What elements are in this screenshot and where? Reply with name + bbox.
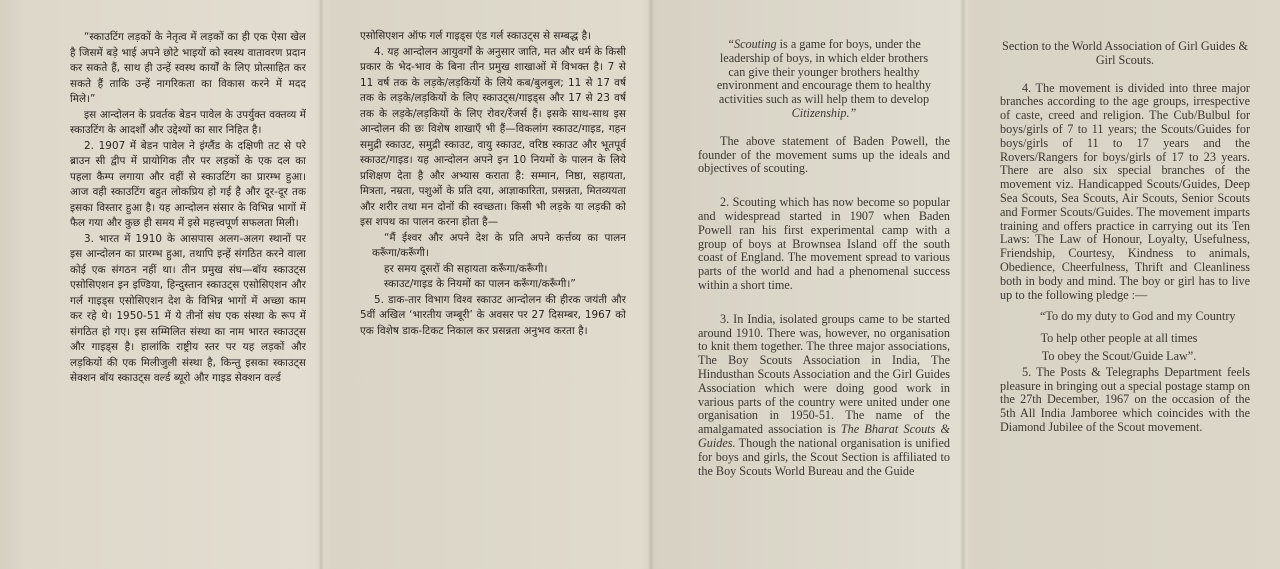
english-panel-left	[698, 0, 950, 569]
english-quote-paragraph	[698, 38, 950, 121]
english-paragraph-3-end: Though the national organisation is unified for boys and girls, the Scout Section is affiliated to the Boy Scouts World Bureau and the Guide	[698, 435, 950, 478]
english-pledge-line-3: To obey the Scout/Guide Law”.	[1041, 348, 1197, 363]
fold-line-2	[648, 0, 654, 569]
english-pledge-line-1: “To do my duty to God and my Country	[1040, 309, 1236, 324]
hindi-paragraph-4: 4. यह आन्दोलन आयुवर्गों के अनुसार जाति, मत और धर्म के किसी प्रकार के भेद-भाव के बिना तीन प्रमुख शाखाओं में विभक्त है। 7 से 11 वर्ष तक के लड़के/लड़कियों के लिये कब/बुलबुल; 11 से 17 वर्ष तक के लड़के/लड़कियों के लिए स्काउट्स/गाइड्स और 17 से 23 वर्ष तक के लड़के/लड़कियों के लिए रोवर/रेंजर्स हैं। इसके साथ-साथ इस आन्दोलन की छः विशेष शाखाएँ भी हैं—विकलांग स्काउट/गाइड, गहन समुद्री स्काउट, समुद्री स्काउट, वायु स्काउट, वरिष्ठ स्काउट और भूतपूर्व स्काउट/गाइड। यह आन्दोलन अपने इन 10 नियमों के पालन के लिये प्रशिक्षण देता है और अभ्यास कराता है: सम्मान, निष्ठा, सहायता, मित्रता, नम्रता, पशुओं के प्रति दया, आज्ञाकारिता, प्रसन्नता, मितव्ययता और शरीर तथा मन दोनों की स्वच्छता। किसी भी लड़के या लड़की को इस शपथ का पालन करना होता है—	[360, 45, 626, 228]
english-pledge-line-2: To help other people at all times	[1040, 331, 1198, 346]
fold-line-1	[318, 0, 324, 569]
hindi-quote-paragraph: “स्काउटिंग लड़कों के नेतृत्व में लड़कों का ही एक ऐसा खेल है जिसमें बड़े भाई अपने छोटे भाइयों को स्वस्थ वातावरण प्रदान कर सकते हैं, साथ ही उन्हें स्वस्थ कार्यों के लिए प्रोत्साहित कर सकते हैं ताकि उन्हें नागरिकता का विकास करने में मदद मिले।”	[70, 31, 306, 105]
hindi-paragraph-1: इस आन्दोलन के प्रवर्तक बेडन पावेल के उपर्युक्त वक्तव्य में स्काउटिंग के आदर्शों और उद्देश्यों का सार निहित है।	[70, 108, 306, 136]
hindi-panel-right	[360, 0, 626, 569]
hindi-paragraph-2: 2. 1907 में बेडन पावेल ने इंग्लैंड के दक्षिणी तट से परे ब्राउन सी द्वीप में प्रायोगिक तौर पर लड़कों के एक दल का पहला कैम्प लगाया और वहीं से स्काउटिंग का प्रारम्भ हुआ। आज वही स्काउटिंग बहुत लोकप्रिय हो गई है और दूर-दूर तक इसका विस्तार हुआ है। यह आन्दोलन संसार के विभिन्न भागों में फैल गया और कुछ ही समय में इसे महत्त्वपूर्ण सफलता मिली।	[70, 139, 306, 229]
hindi-paragraph-5: 5. डाक-तार विभाग विश्व स्काउट आन्दोलन की हीरक जयंती और 5वीं अखिल ‘भारतीय जम्बूरी’ के अवसर पर 27 दिसम्बर, 1967 को एक विशेष डाक-टिकट निकाल कर प्रसन्नता अनुभव करता है।	[360, 293, 626, 337]
english-paragraph-4: 4. The movement is divided into three major branches according to the age groups, irrespective of caste, creed and religion. The Cub/Bulbul for boys/girls of 7 to 11 years; the Scouts/Guides for boys/girls of 11 to 17 years and the Rovers/Rangers for boys/girls of 17 to 23 years. There are also six special branches of the movement viz. Handicapped Scouts/Guides, Deep Sea Scouts, Sea Scouts, Air Scouts, Senior Scouts and Former Scouts/Guides. The movement imparts training and offers practice in carrying out its Ten Laws: The Law of Honour, Loyalty, Usefulness, Friendship, Courtesy, Kindness to animals, Obedience, Cheerfulness, Thrift and Cleanliness both in body and mind. The boy or girl has to live up to the following pledge :—	[1000, 80, 1250, 302]
bharat-scouts-guides-name: The Bharat Scouts & Guides.	[698, 422, 950, 450]
english-continuation: Section to the World Association of Girl Guides & Girl Scouts.	[1002, 39, 1248, 67]
english-paragraph-2: 2. Scouting which has now become so popular and widespread started in 1907 when Baden Powell ran his first experimental camp with a group of boys at Brownsea Island off the south coast of England. The movement spread to various parts of the world and had a phenomenal success within a short time.	[698, 195, 950, 292]
english-paragraph-3	[698, 313, 950, 479]
quote-open-mark: “	[727, 37, 734, 51]
quote-word-scouting: Scouting	[733, 37, 777, 51]
english-panel-right	[1000, 0, 1250, 569]
quote-citizenship: Citizenship.”	[791, 105, 857, 120]
hindi-panel-left	[70, 0, 306, 569]
english-paragraph-1: The above statement of Baden Powell, the founder of the movement sums up the ideals and objectives of scouting.	[698, 133, 950, 176]
hindi-pledge-line-3: स्काउट/गाइड के नियमों का पालन करूँगा/करूँगी।”	[384, 278, 576, 290]
hindi-continuation: एसोसिएशन ऑफ गर्ल गाइड्स एंड गर्ल स्काउट्स से सम्बद्ध है।	[360, 30, 592, 42]
hindi-pledge-line-1: “मैं ईश्वर और अपने देश के प्रति अपने कर्त्तव्य का पालन करूँगा/करूँगी।	[372, 231, 626, 259]
hindi-paragraph-3: 3. भारत में 1910 के आसपास अलग-अलग स्थानों पर इस आन्दोलन का प्रारम्भ हुआ, तथापि इन्हें संगठित करने वाला कोई एक संगठन नहीं था। तीन प्रमुख संघ—बॉय स्काउट्स एसोसिएशन इन इण्डिया, हिन्दुस्तान स्काउट्स एसोसिएशन और गर्ल गाइड्स एसोसिएशन देश के विभिन्न भागों में अच्छा काम कर रहे थे। 1950-51 में ये तीनों संघ एक संस्था के रूप में संगठित हो गए। इस सम्मिलित संस्था का नाम भारत स्काउट्स और गाइड्स है। हालांकि राष्ट्रीय स्तर पर यह लड़कों और लड़कियों की एक मिलीजुली संस्था है, किन्तु इसका स्काउट्स सेक्शन बॉय स्काउट्स वर्ल्ड ब्यूरो और गाइड सेक्शन वर्ल्ड	[70, 232, 306, 384]
english-paragraph-5: 5. The Posts & Telegraphs Department feels pleasure in bringing out a special postage stamp on the 27th December, 1967 on the occasion of the 5th All India Jamboree which coincides with the Diamond Jubilee of the Scout movement.	[1000, 364, 1250, 434]
english-paragraph-3-start: 3. In India, isolated groups came to be started around 1910. There was, however, no organisation to knit them together. The three major associations, The Boy Scouts Association in India, The Hindusthan Scouts Association and the Girl Guides Association which were doing good work in various parts of the country were united under one organisation in 1950-51. The name of the amalgamated association is	[698, 311, 950, 437]
hindi-pledge-line-2: हर समय दूसरों की सहायता करूँगा/करूँगी।	[384, 262, 548, 275]
fold-line-3	[960, 0, 966, 569]
quote-body: is a game for boys, under the leadership of boys, in which elder brothers can give their younger brothers healthy environment and encourage them to healthy activities such as will help them to develop	[716, 37, 932, 107]
